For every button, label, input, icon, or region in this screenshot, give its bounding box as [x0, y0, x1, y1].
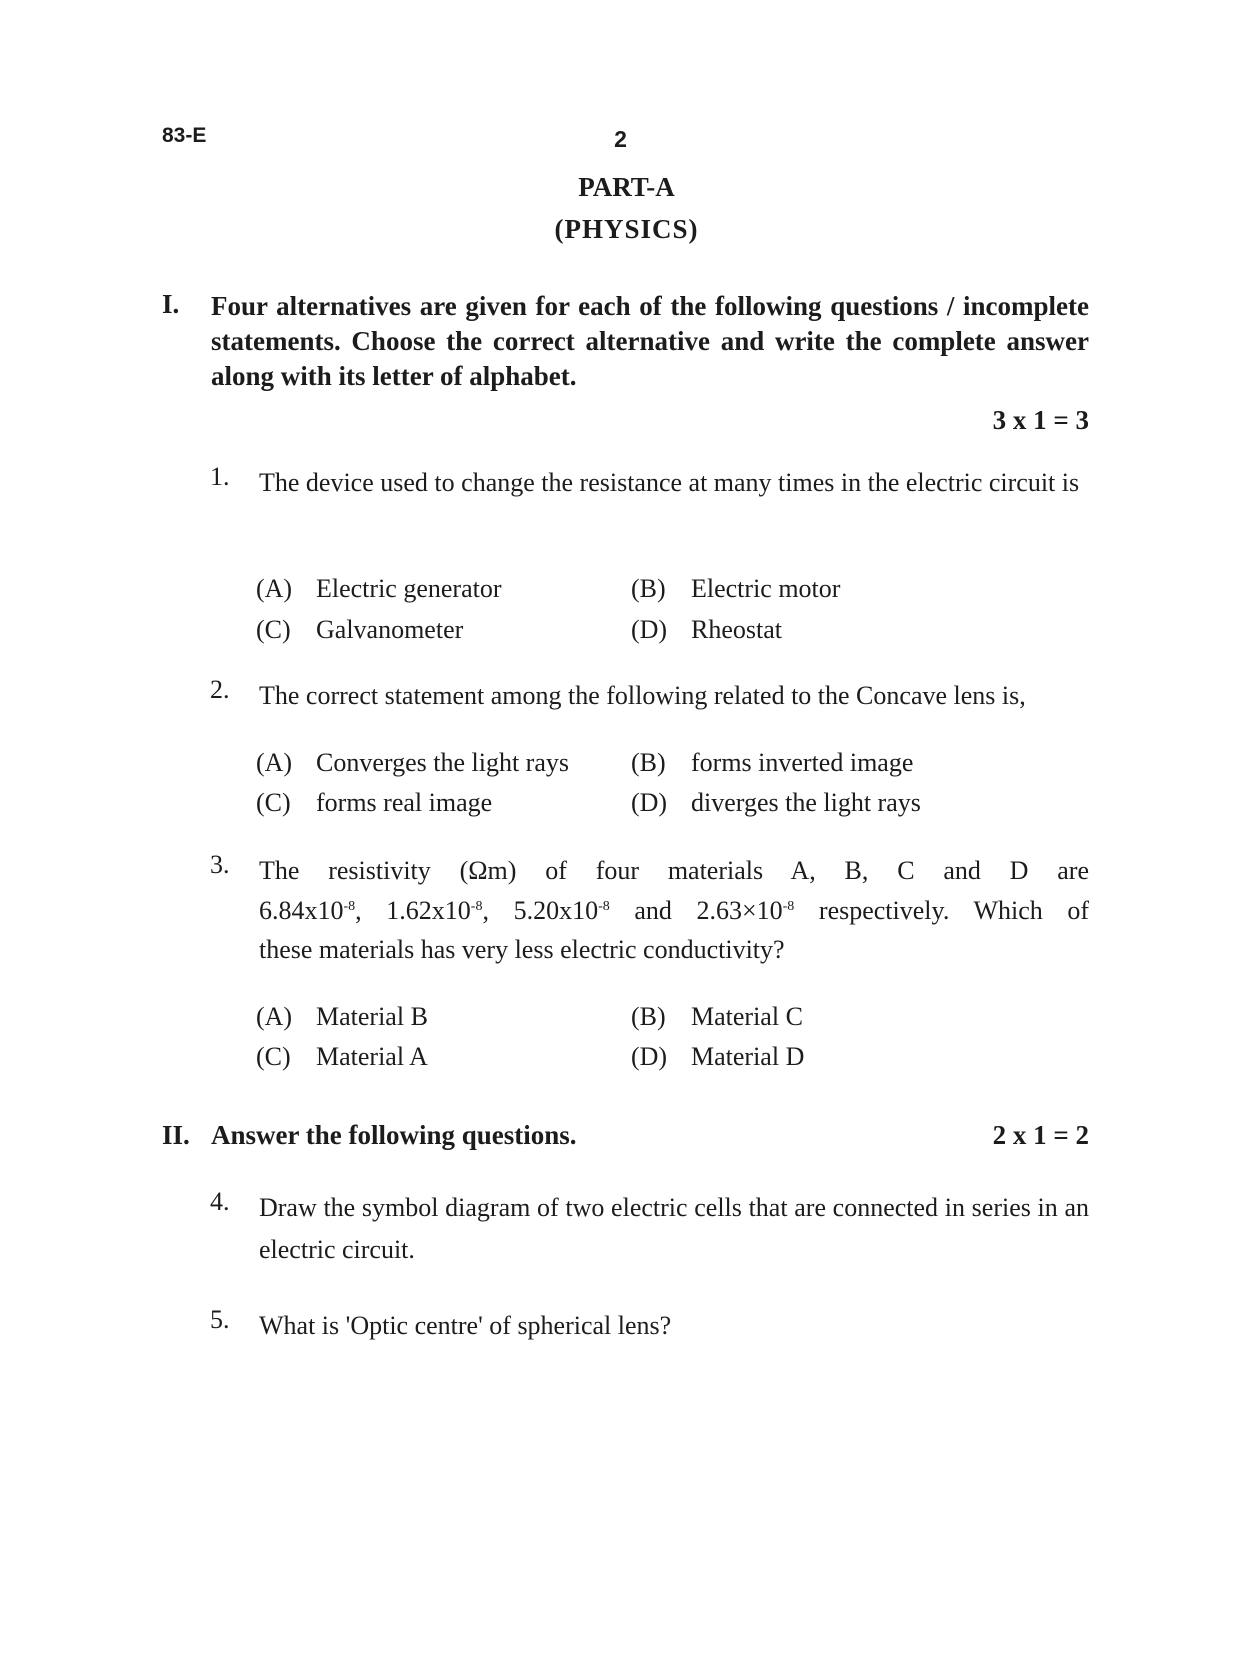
q3-option-b [631, 996, 803, 1038]
question-3-line-2: $6.84x10^{-8}$, $1.62x10^{-8}$, $5.20x10^{-8}$ and $2.63\times 10^{-8}$ respectively. Which of [259, 896, 1090, 925]
q2-option-d [631, 782, 921, 824]
option-text: Electric motor [691, 574, 841, 603]
option-label: (B) [631, 1002, 666, 1031]
q2-option-a [256, 742, 569, 784]
question-4-text: Draw the symbol diagram of two electric cells that are connected in series in an electric circuit. [259, 1193, 1089, 1264]
subject-title: (PHYSICS) [554, 214, 699, 244]
section-1-marks: 3 x 1 = 3 [992, 405, 1089, 435]
option-text: forms inverted image [691, 748, 914, 777]
question-3-line-3: these materials has very less electric conductivity? [259, 935, 785, 964]
section-2-numeral: II. [162, 1120, 190, 1150]
paper-code: 83-E [162, 124, 207, 147]
section-1-numeral: I. [162, 289, 180, 319]
page-number: 2 [614, 126, 627, 152]
q2-option-b [631, 742, 913, 784]
question-1-text: The device used to change the resistance at many times in the electric circuit is [259, 468, 1080, 497]
question-5-text: What is 'Optic centre' of spherical lens? [259, 1311, 672, 1340]
q3-option-c [256, 1036, 428, 1078]
option-text: Converges the light rays [316, 748, 569, 777]
resistivity-b: $1.62x10^{-8}$, [386, 896, 514, 925]
q2-option-c [256, 782, 492, 824]
option-text: Material C [691, 1002, 803, 1031]
option-label: (B) [631, 748, 666, 777]
option-label: (D) [631, 1042, 668, 1071]
q1-option-c [256, 609, 463, 651]
option-label: (A) [256, 1002, 293, 1031]
part-title: PART-A [578, 172, 675, 202]
question-1-number: 1. [210, 462, 230, 491]
question-4-number: 4. [210, 1187, 230, 1216]
option-label: (C) [256, 788, 291, 817]
question-3-number: 3. [210, 850, 230, 879]
option-label: (B) [631, 574, 666, 603]
question-2-text: The correct statement among the following related to the Concave lens is, [259, 681, 1026, 710]
option-text: Electric generator [316, 574, 502, 603]
option-text: Material B [316, 1002, 428, 1031]
option-label: (C) [256, 615, 291, 644]
question-3-line-1: The resistivity (Ωm) of four materials A, B, C and D are [259, 856, 1089, 885]
section-2-marks: 2 x 1 = 2 [992, 1120, 1089, 1150]
q3-option-a [256, 996, 428, 1038]
option-text: Galvanometer [316, 615, 464, 644]
resistivity-d: $2.63\times 10^{-8}$ [696, 896, 795, 925]
option-label: (A) [256, 574, 293, 603]
option-label: (A) [256, 748, 293, 777]
option-text: Material A [316, 1042, 428, 1071]
q1-option-a [256, 568, 502, 610]
section-2-instruction: Answer the following questions. [211, 1120, 577, 1150]
question-5-number: 5. [210, 1305, 230, 1334]
option-text: diverges the light rays [691, 788, 921, 817]
section-1-instruction: Four alternatives are given for each of the following questions / incomplete statements. Choose the correct alternative and write the complete answer along with its letter of alphabet. [211, 291, 1089, 391]
resistivity-a: $6.84x10^{-8}$, [259, 896, 387, 925]
q1-option-b [631, 568, 840, 610]
option-text: Rheostat [691, 615, 782, 644]
q3-option-d [631, 1036, 804, 1078]
option-label: (D) [631, 788, 668, 817]
option-text: Material D [691, 1042, 805, 1071]
option-label: (D) [631, 615, 668, 644]
question-2-number: 2. [210, 675, 230, 704]
option-text: forms real image [316, 788, 493, 817]
resistivity-c: $5.20x10^{-8}$ and [513, 896, 697, 925]
option-label: (C) [256, 1042, 291, 1071]
q1-option-d [631, 609, 782, 651]
